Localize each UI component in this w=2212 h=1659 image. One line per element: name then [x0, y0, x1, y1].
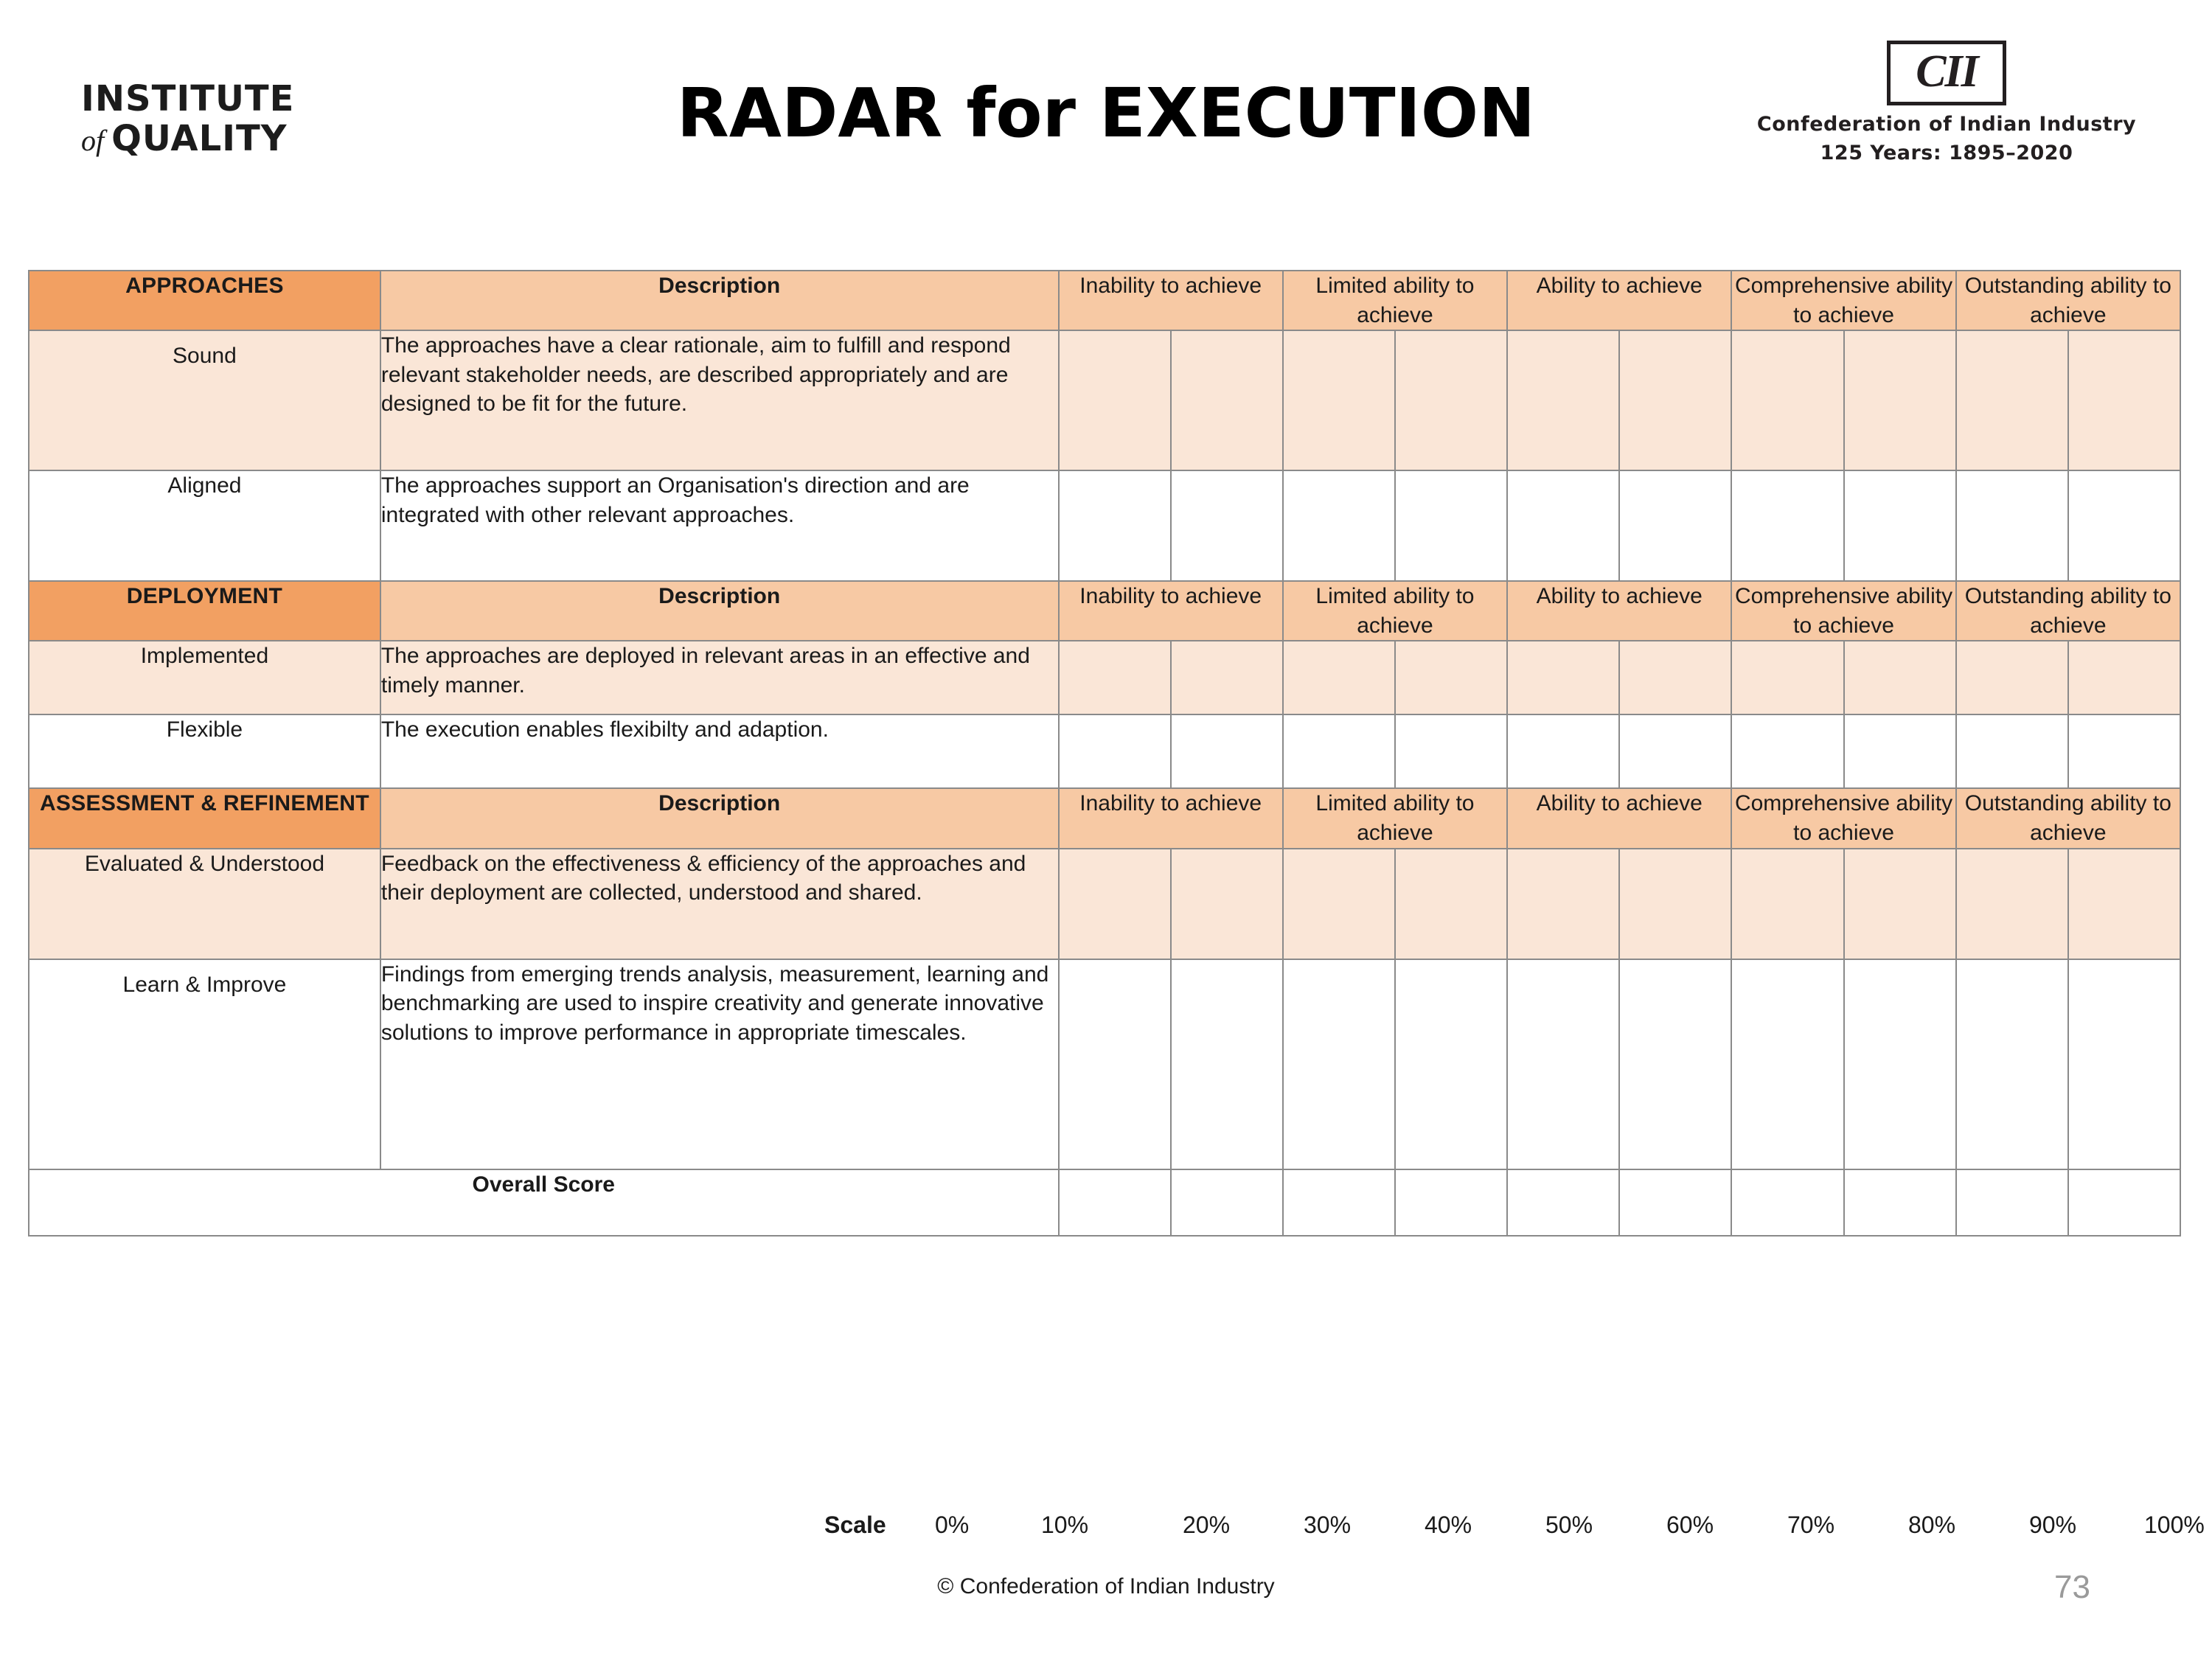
scale-tick-30: 30%: [1304, 1512, 1352, 1538]
score-cell-20[interactable]: [1283, 641, 1395, 714]
scale-tick-50: 50%: [1545, 1512, 1593, 1538]
section-title-approaches: APPROACHES: [29, 271, 380, 330]
cii-logo-text: CII: [1916, 46, 1978, 97]
score-cell-90[interactable]: [2068, 330, 2180, 470]
score-cell-60[interactable]: [1731, 959, 1843, 1169]
overall-score-cell-60[interactable]: [1731, 1169, 1843, 1236]
level-header-limited: Limited ability to achieve: [1283, 581, 1507, 641]
score-cell-0[interactable]: [1059, 714, 1171, 788]
scale-tick-0: 0%: [935, 1512, 970, 1538]
score-cell-30[interactable]: [1395, 714, 1507, 788]
cii-logo: [1740, 41, 2153, 164]
description-flexible: The execution enables flexibilty and adaption.: [380, 714, 1059, 788]
level-header-outstanding: Outstanding ability to achieve: [1956, 271, 2180, 330]
scale-tick-100: 100%: [2144, 1512, 2205, 1538]
section-header-row: [29, 581, 2180, 641]
cii-logo-subtitle: Confederation of Indian Industry: [1756, 113, 2137, 136]
description-learn-improve: Findings from emerging trends analysis, measurement, learning and benchmarking are used to inspire creativity and generate innovative solutions to improve performance in appropriate timescales.: [380, 959, 1059, 1169]
score-cell-0[interactable]: [1059, 849, 1171, 959]
scale-ticks: [935, 1512, 2205, 1545]
overall-score-cell-20[interactable]: [1283, 1169, 1395, 1236]
score-cell-60[interactable]: [1731, 714, 1843, 788]
score-cell-80[interactable]: [1956, 330, 2068, 470]
level-header-inability: Inability to achieve: [1059, 788, 1283, 848]
description-header: Description: [380, 271, 1059, 330]
level-header-ability: Ability to achieve: [1507, 788, 1731, 848]
description-sound: The approaches have a clear rationale, aim to fulfill and respond relevant stakeholder needs, are described appropriately and are designed to be fit for the future.: [380, 330, 1059, 470]
level-header-inability: Inability to achieve: [1059, 271, 1283, 330]
score-cell-50[interactable]: [1619, 330, 1731, 470]
scale-tick-90: 90%: [2029, 1512, 2077, 1538]
score-cell-90[interactable]: [2068, 714, 2180, 788]
score-cell-0[interactable]: [1059, 959, 1171, 1169]
score-cell-10[interactable]: [1171, 470, 1283, 581]
score-cell-70[interactable]: [1844, 849, 1956, 959]
score-cell-40[interactable]: [1507, 641, 1619, 714]
description-header: Description: [380, 788, 1059, 848]
overall-score-cell-10[interactable]: [1171, 1169, 1283, 1236]
table-row: [29, 714, 2180, 788]
overall-score-cell-70[interactable]: [1844, 1169, 1956, 1236]
score-cell-70[interactable]: [1844, 959, 1956, 1169]
criterion-evaluated-understood: Evaluated & Understood: [29, 849, 380, 959]
score-cell-80[interactable]: [1956, 470, 2068, 581]
description-header: Description: [380, 581, 1059, 641]
score-cell-70[interactable]: [1844, 714, 1956, 788]
score-cell-30[interactable]: [1395, 849, 1507, 959]
score-cell-40[interactable]: [1507, 330, 1619, 470]
criterion-sound: Sound: [29, 330, 380, 470]
scale-row: [28, 1512, 2211, 1548]
overall-score-cell-80[interactable]: [1956, 1169, 2068, 1236]
description-implemented: The approaches are deployed in relevant areas in an effective and timely manner.: [380, 641, 1059, 714]
scale-tick-80: 80%: [1908, 1512, 1956, 1538]
score-cell-30[interactable]: [1395, 959, 1507, 1169]
description-aligned: The approaches support an Organisation's direction and are integrated with other relevant approaches.: [380, 470, 1059, 581]
score-cell-70[interactable]: [1844, 330, 1956, 470]
cii-logo-mark: [1887, 41, 2006, 105]
score-cell-40[interactable]: [1507, 714, 1619, 788]
radar-execution-table: [28, 270, 2181, 1237]
score-cell-40[interactable]: [1507, 470, 1619, 581]
table-row: [29, 849, 2180, 959]
scale-tick-10: 10%: [1041, 1512, 1089, 1538]
page-title: RADAR for EXECUTION: [676, 74, 1536, 153]
score-cell-0[interactable]: [1059, 641, 1171, 714]
page-number: 73: [2054, 1569, 2090, 1605]
level-header-comprehensive: Comprehensive ability to achieve: [1731, 271, 1955, 330]
level-header-comprehensive: Comprehensive ability to achieve: [1731, 788, 1955, 848]
scale-label: Scale: [824, 1512, 886, 1538]
radar-table-wrapper: [28, 270, 2181, 1237]
description-evaluated-understood: Feedback on the effectiveness & efficiency of the approaches and their deployment are collected, understood and shared.: [380, 849, 1059, 959]
overall-score-cell-40[interactable]: [1507, 1169, 1619, 1236]
score-cell-50[interactable]: [1619, 959, 1731, 1169]
score-cell-30[interactable]: [1395, 470, 1507, 581]
score-cell-20[interactable]: [1283, 849, 1395, 959]
overall-score-cell-0[interactable]: [1059, 1169, 1171, 1236]
criterion-aligned: Aligned: [29, 470, 380, 581]
section-header-row: [29, 788, 2180, 848]
overall-score-cell-30[interactable]: [1395, 1169, 1507, 1236]
cii-logo-years: 125 Years: 1895–2020: [1820, 142, 2073, 164]
section-title-deployment: DEPLOYMENT: [29, 581, 380, 641]
section-title-assessment-refinement: ASSESSMENT & REFINEMENT: [29, 788, 380, 848]
level-header-comprehensive: Comprehensive ability to achieve: [1731, 581, 1955, 641]
footer-copyright: © Confederation of Indian Industry: [937, 1574, 1275, 1599]
page-header: [0, 0, 2212, 251]
level-header-ability: Ability to achieve: [1507, 271, 1731, 330]
score-cell-80[interactable]: [1956, 959, 2068, 1169]
score-cell-80[interactable]: [1956, 849, 2068, 959]
overall-score-row: [29, 1169, 2180, 1236]
score-cell-90[interactable]: [2068, 959, 2180, 1169]
level-header-outstanding: Outstanding ability to achieve: [1956, 581, 2180, 641]
scale-tick-20: 20%: [1183, 1512, 1231, 1538]
logo-line-institute: INSTITUTE: [81, 78, 295, 119]
level-header-ability: Ability to achieve: [1507, 581, 1731, 641]
score-cell-90[interactable]: [2068, 641, 2180, 714]
score-cell-90[interactable]: [2068, 470, 2180, 581]
score-cell-20[interactable]: [1283, 330, 1395, 470]
score-cell-30[interactable]: [1395, 641, 1507, 714]
score-cell-10[interactable]: [1171, 959, 1283, 1169]
score-cell-80[interactable]: [1956, 714, 2068, 788]
criterion-flexible: Flexible: [29, 714, 380, 788]
score-cell-70[interactable]: [1844, 641, 1956, 714]
score-cell-10[interactable]: [1171, 641, 1283, 714]
table-row: [29, 641, 2180, 714]
score-cell-60[interactable]: [1731, 849, 1843, 959]
scale-tick-70: 70%: [1787, 1512, 1835, 1538]
score-cell-60[interactable]: [1731, 330, 1843, 470]
score-cell-80[interactable]: [1956, 641, 2068, 714]
score-cell-30[interactable]: [1395, 330, 1507, 470]
level-header-limited: Limited ability to achieve: [1283, 788, 1507, 848]
score-cell-50[interactable]: [1619, 714, 1731, 788]
table-row: [29, 470, 2180, 581]
overall-score-label: Overall Score: [29, 1169, 1059, 1236]
score-cell-10[interactable]: [1171, 849, 1283, 959]
level-header-inability: Inability to achieve: [1059, 581, 1283, 641]
level-header-limited: Limited ability to achieve: [1283, 271, 1507, 330]
score-cell-50[interactable]: [1619, 470, 1731, 581]
criterion-implemented: Implemented: [29, 641, 380, 714]
score-cell-40[interactable]: [1507, 959, 1619, 1169]
score-cell-20[interactable]: [1283, 714, 1395, 788]
overall-score-cell-90[interactable]: [2068, 1169, 2180, 1236]
score-cell-70[interactable]: [1844, 470, 1956, 581]
score-cell-0[interactable]: [1059, 470, 1171, 581]
criterion-learn-improve: Learn & Improve: [29, 959, 380, 1169]
score-cell-0[interactable]: [1059, 330, 1171, 470]
score-cell-50[interactable]: [1619, 849, 1731, 959]
score-cell-10[interactable]: [1171, 330, 1283, 470]
score-cell-60[interactable]: [1731, 470, 1843, 581]
logo-line-quality: QUALITY: [111, 118, 288, 159]
scale-tick-60: 60%: [1666, 1512, 1714, 1538]
score-cell-60[interactable]: [1731, 641, 1843, 714]
logo-line-of: of: [81, 124, 105, 157]
score-cell-40[interactable]: [1507, 849, 1619, 959]
section-header-row: [29, 271, 2180, 330]
table-row: [29, 330, 2180, 470]
scale-tick-40: 40%: [1425, 1512, 1472, 1538]
overall-score-cell-50[interactable]: [1619, 1169, 1731, 1236]
level-header-outstanding: Outstanding ability to achieve: [1956, 788, 2180, 848]
score-cell-20[interactable]: [1283, 470, 1395, 581]
score-cell-50[interactable]: [1619, 641, 1731, 714]
score-cell-20[interactable]: [1283, 959, 1395, 1169]
table-row: [29, 959, 2180, 1169]
score-cell-90[interactable]: [2068, 849, 2180, 959]
score-cell-10[interactable]: [1171, 714, 1283, 788]
